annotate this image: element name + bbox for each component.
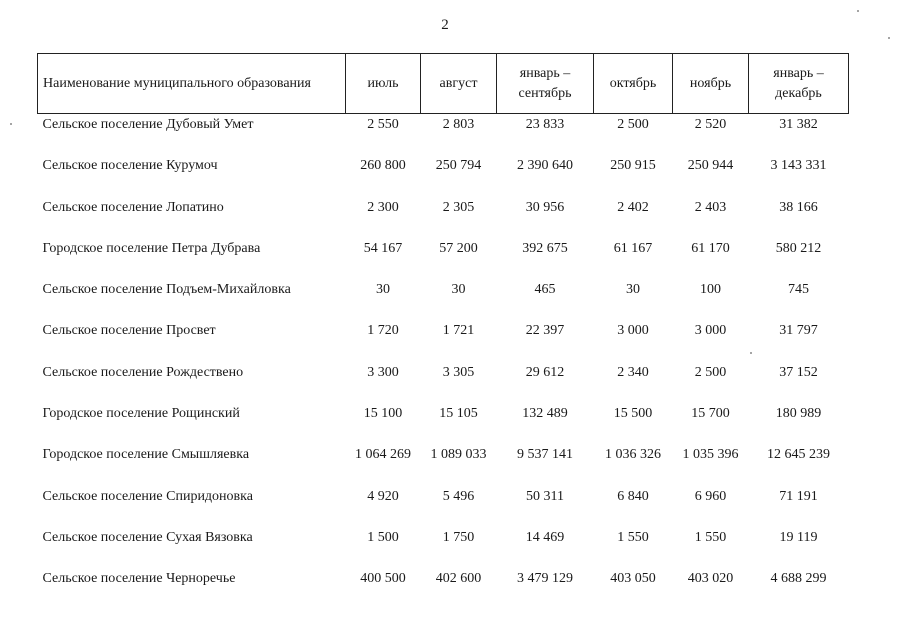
table-row	[38, 281, 849, 322]
cell-jan-sep: 392 675	[522, 240, 568, 256]
cell-jan-dec: 31 382	[779, 117, 818, 132]
cell-august: 3 305	[442, 364, 475, 380]
municipality-name: Сельское поселение Лопатино	[42, 199, 224, 215]
header-july: июль	[346, 54, 421, 114]
cell-october: 15 500	[613, 406, 653, 422]
header-august: август	[421, 54, 497, 114]
cell-jan-dec: 745	[788, 282, 809, 298]
municipality-name: Городское поселение Петра Дубрава	[42, 240, 261, 256]
header-october: октябрь	[594, 54, 673, 114]
cell-november: 100	[700, 282, 721, 298]
cell-august: 1 721	[442, 323, 475, 339]
cell-jan-sep: 29 612	[525, 364, 565, 380]
header-jan-dec: январь – декабрь	[749, 54, 849, 114]
cell-july: 1 500	[367, 529, 399, 545]
cell-october: 1 036 326	[605, 447, 661, 463]
cell-november: 250 944	[687, 158, 734, 174]
table-row	[38, 364, 849, 405]
scan-speck	[10, 123, 12, 125]
cell-october: 250 915	[610, 158, 656, 174]
cell-jan-dec: 3 143 331	[770, 158, 827, 174]
cell-july: 1 720	[367, 323, 399, 339]
cell-jan-sep: 30 956	[525, 199, 565, 215]
cell-jan-sep: 22 397	[525, 323, 565, 339]
cell-august: 2 305	[442, 199, 475, 215]
cell-jan-sep: 465	[534, 282, 556, 298]
cell-august: 1 750	[442, 529, 475, 545]
cell-october: 2 402	[617, 199, 649, 215]
cell-november: 3 000	[694, 323, 727, 339]
table-row	[38, 446, 849, 487]
municipality-name: Сельское поселение Черноречье	[42, 571, 236, 587]
table-row	[38, 570, 849, 611]
cell-october: 30	[626, 282, 640, 298]
municipal-data-table	[37, 53, 849, 612]
table-row	[38, 488, 849, 529]
cell-jan-dec: 4 688 299	[770, 571, 827, 587]
cell-november: 2 403	[694, 199, 727, 215]
cell-jan-dec: 580 212	[775, 240, 822, 256]
cell-jan-dec: 19 119	[779, 529, 818, 545]
scan-speck	[857, 10, 859, 12]
cell-november: 15 700	[691, 406, 730, 422]
table-row	[38, 240, 849, 281]
cell-jan-dec: 12 645 239	[767, 447, 830, 463]
municipality-name: Сельское поселение Просвет	[42, 323, 216, 339]
cell-july: 30	[376, 282, 390, 298]
municipality-name: Сельское поселение Спиридоновка	[42, 488, 253, 504]
cell-october: 3 000	[617, 323, 649, 339]
cell-october: 1 550	[617, 529, 649, 545]
municipality-name: Сельское поселение Дубовый Умет	[42, 117, 254, 132]
cell-july: 2 550	[367, 117, 399, 132]
scan-speck	[888, 37, 890, 39]
cell-july: 2 300	[367, 199, 399, 215]
municipality-name: Городское поселение Рощинский	[42, 406, 240, 422]
cell-november: 61 170	[691, 240, 730, 256]
cell-jan-dec: 180 989	[775, 406, 822, 422]
cell-october: 2 500	[617, 117, 649, 132]
cell-jan-sep: 14 469	[525, 529, 565, 545]
municipality-name: Сельское поселение Курумоч	[42, 158, 218, 174]
municipality-name: Сельское поселение Сухая Вязовка	[42, 529, 253, 545]
municipality-name: Городское поселение Смышляевка	[42, 447, 250, 463]
table-row	[38, 322, 849, 363]
cell-november: 2 500	[694, 364, 727, 380]
cell-november: 2 520	[694, 117, 727, 132]
municipality-name: Сельское поселение Рождествено	[42, 364, 244, 380]
header-jan-sep: январь – сентябрь	[497, 54, 594, 114]
cell-july: 400 500	[360, 571, 406, 587]
cell-july: 1 064 269	[355, 447, 411, 463]
cell-august: 250 794	[435, 158, 482, 174]
table-row	[38, 529, 849, 570]
cell-august: 5 496	[442, 488, 475, 504]
cell-jan-sep: 2 390 640	[517, 158, 573, 174]
municipality-name: Сельское поселение Подъем-Михайловка	[42, 282, 291, 298]
page-number: 2	[441, 17, 449, 33]
cell-november: 1 035 396	[682, 447, 739, 463]
cell-august: 15 105	[439, 406, 478, 422]
cell-july: 3 300	[367, 364, 399, 380]
cell-jan-dec: 71 191	[779, 488, 818, 504]
cell-jan-dec: 38 166	[779, 199, 818, 215]
table-row	[38, 405, 849, 446]
cell-july: 15 100	[363, 406, 403, 422]
cell-jan-dec: 37 152	[779, 364, 818, 380]
cell-july: 54 167	[363, 240, 403, 256]
cell-july: 4 920	[367, 488, 399, 504]
cell-jan-sep: 50 311	[526, 488, 564, 504]
cell-october: 2 340	[617, 364, 649, 380]
cell-august: 402 600	[435, 571, 482, 587]
header-november: ноябрь	[673, 54, 749, 114]
cell-october: 61 167	[613, 240, 653, 256]
table-row	[38, 157, 849, 198]
cell-november: 1 550	[694, 529, 727, 545]
table-row	[38, 199, 849, 240]
cell-november: 6 960	[694, 488, 727, 504]
table-row	[38, 114, 849, 158]
cell-october: 403 050	[610, 571, 656, 587]
table-header-row	[38, 54, 849, 114]
cell-august: 30	[451, 282, 466, 298]
cell-jan-dec: 31 797	[779, 323, 818, 339]
cell-july: 260 800	[360, 158, 406, 174]
header-municipality: Наименование муниципального образования	[38, 54, 346, 114]
cell-jan-sep: 3 479 129	[517, 571, 573, 587]
cell-october: 6 840	[617, 488, 649, 504]
cell-jan-sep: 9 537 141	[517, 447, 573, 463]
cell-august: 57 200	[439, 240, 478, 256]
cell-august: 2 803	[442, 117, 475, 132]
cell-august: 1 089 033	[430, 447, 487, 463]
cell-jan-sep: 23 833	[525, 117, 565, 132]
cell-november: 403 020	[687, 571, 734, 587]
cell-jan-sep: 132 489	[522, 406, 568, 422]
